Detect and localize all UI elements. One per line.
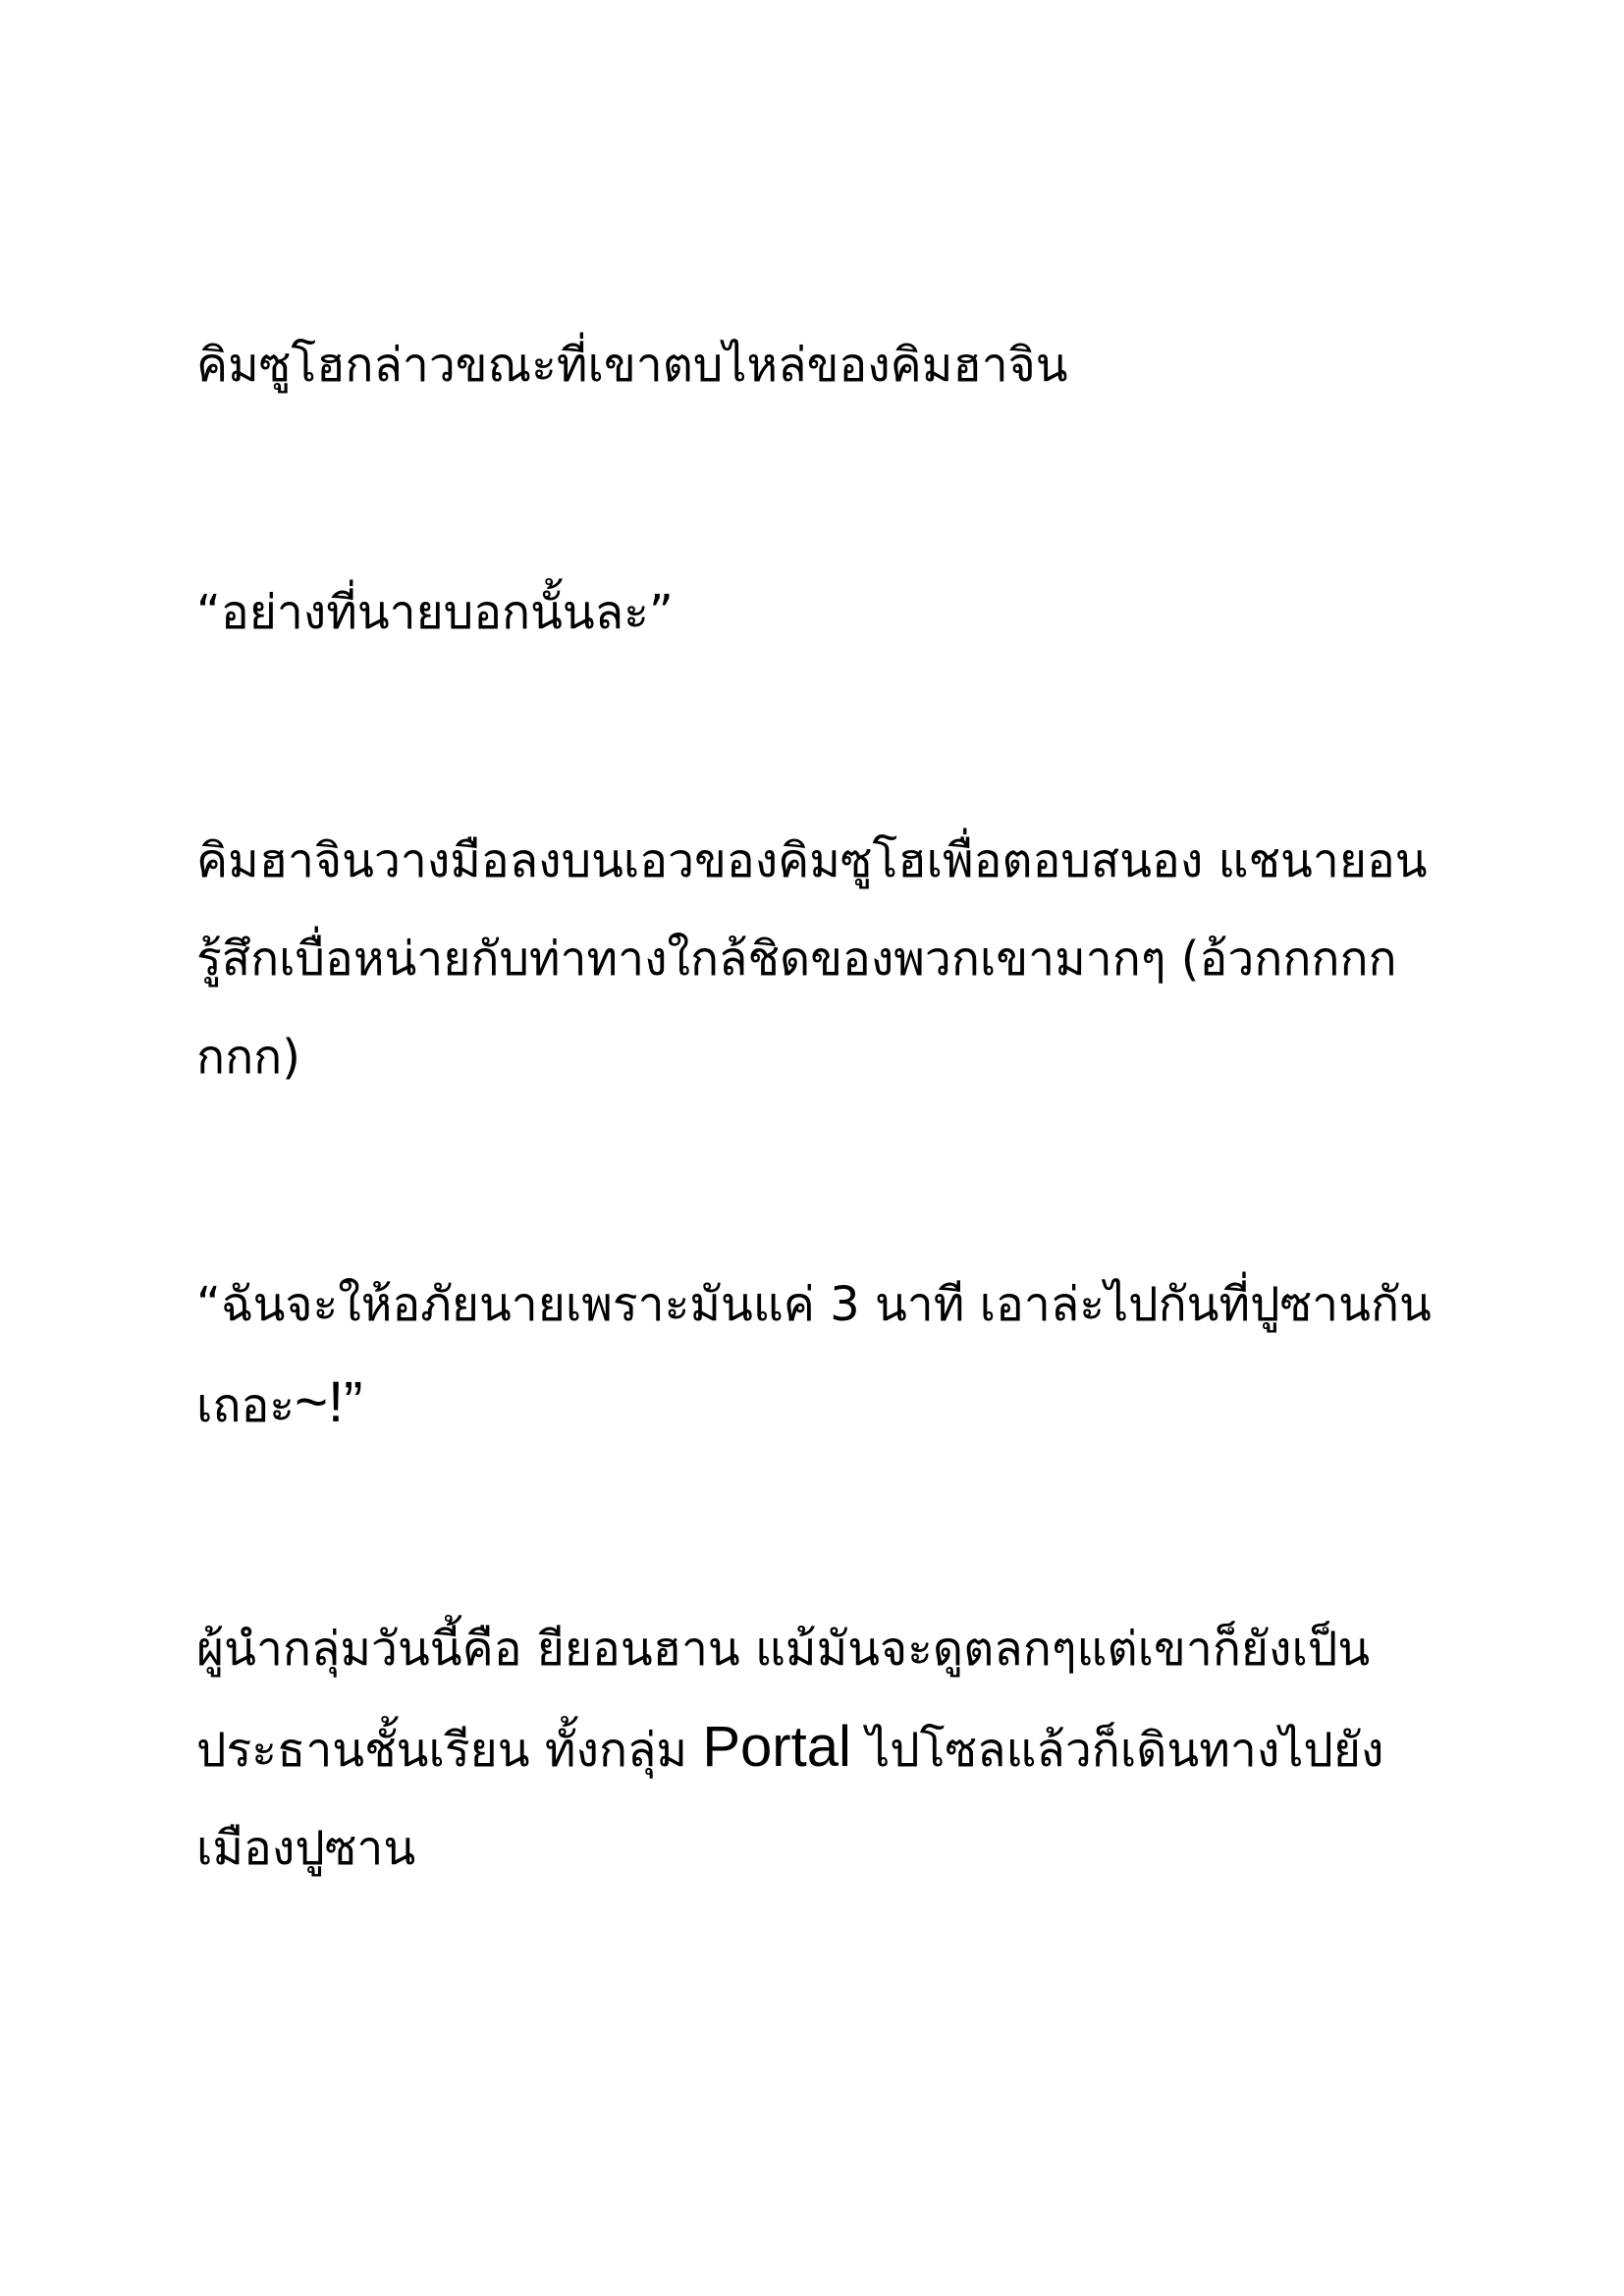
paragraph-5-line-2 <box>196 1698 1434 1799</box>
paragraph-3 <box>196 812 1434 1106</box>
paragraph-3-line-3: กกก) <box>196 1030 300 1085</box>
paragraph-5-line-3: เมืองปูซาน <box>196 1821 416 1876</box>
paragraph-1-line-1: คิมซูโฮกล่าวขณะที่เขาตบไหล่ของคิมฮาจิน <box>196 338 1068 393</box>
paragraph-4-line-1: “ฉันจะให้อภัยนายเพราะมันแค่ 3 นาที เอาล่ะไปกันที่ปูซานกัน <box>196 1277 1432 1332</box>
paragraph-5-line-1: ผู้นำกลุ่มวันนี้คือ ยียอนฮาน แม้มันจะดูตลกๆแต่เขาก็ยังเป็น <box>196 1622 1371 1677</box>
paragraph-5 <box>196 1600 1434 1897</box>
paragraph-5-line-2-before: ประธานชั้นเรียน ทั้งกลุ่ม <box>196 1723 703 1778</box>
paragraph-4-line-2-latin: ~!” <box>295 1370 363 1434</box>
paragraph-5-line-2-latin: Portal <box>702 1715 851 1779</box>
paragraph-2-line-1: “อย่างที่นายบอกนั้นละ” <box>196 585 674 640</box>
paragraph-3-line-2: รู้สึกเบื่อหน่ายกับท่าทางใกล้ชิดของพวกเขามากๆ (อ้วกกกกก <box>196 932 1397 987</box>
paragraph-4-quote <box>196 1255 1434 1455</box>
paragraph-1 <box>196 316 1434 414</box>
paragraph-5-line-2-after: ไปโซลแล้วก็เดินทางไปยัง <box>850 1723 1384 1778</box>
paragraph-4-line-2-thai: เถอะ <box>196 1378 296 1433</box>
paragraph-3-line-1: คิมฮาจินวางมือลงบนเอวของคิมซูโฮเพื่อตอบสนอง แชนายอน <box>196 833 1428 888</box>
paragraph-2-quote <box>196 563 1434 662</box>
paragraph-4-line-2 <box>196 1354 1434 1455</box>
